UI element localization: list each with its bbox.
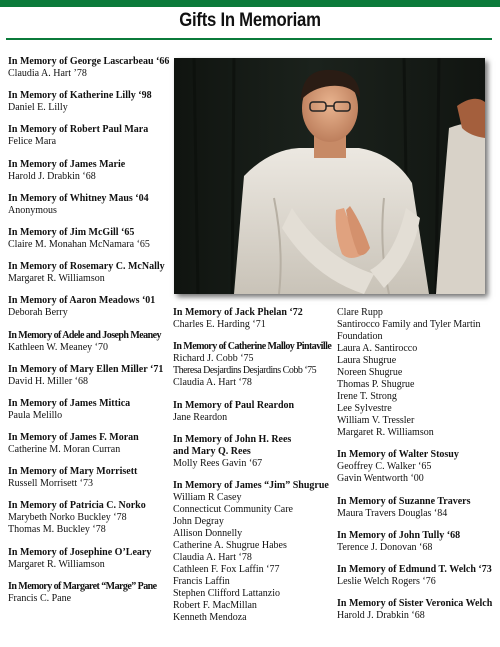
donor-name: Laura A. Santirocco bbox=[337, 343, 418, 354]
donor-name: Claudia A. Hart ‘78 bbox=[173, 552, 252, 564]
memorial-entry bbox=[8, 261, 168, 285]
donor-name: Theresa Desjardins Desjardins Cobb ‘75 bbox=[173, 365, 317, 377]
donor-name: Kathleen W. Meaney ‘70 bbox=[8, 341, 108, 353]
memorial-entry bbox=[173, 307, 331, 331]
page-title: Gifts In Memoriam bbox=[179, 10, 321, 31]
donor-name: Margaret R. Williamson bbox=[8, 558, 105, 570]
donor-name: Allison Donnelly bbox=[173, 528, 243, 540]
memorial-column-3 bbox=[337, 307, 495, 633]
donor-name: Thomas P. Shugrue bbox=[337, 379, 415, 390]
memorial-heading: In Memory of Mary Ellen Miller ‘71 bbox=[8, 363, 164, 375]
donor-name: Molly Rees Gavin ‘67 bbox=[173, 457, 263, 469]
donor-name: Cathleen F. Fox Laffin ‘77 bbox=[173, 564, 280, 576]
memorial-entry bbox=[8, 364, 168, 388]
donor-name: David H. Miller ‘68 bbox=[8, 375, 88, 387]
memorial-heading: In Memory of Margaret “Marge” Pane bbox=[8, 580, 157, 592]
memorial-entry bbox=[337, 449, 495, 485]
memorial-entry bbox=[337, 496, 495, 520]
memorial-entry bbox=[8, 547, 168, 571]
memorial-column-2 bbox=[173, 307, 331, 634]
memorial-entry bbox=[337, 598, 495, 622]
donor-name: Daniel E. Lilly bbox=[8, 102, 68, 114]
donor-name: Irene T. Strong bbox=[337, 391, 397, 402]
memorial-entry bbox=[8, 193, 168, 217]
memorial-heading: In Memory of Suzanne Travers bbox=[337, 495, 471, 507]
memorial-entry bbox=[8, 432, 168, 456]
donor-name: Catherine A. Shugrue Habes bbox=[173, 540, 287, 552]
top-accent-bar bbox=[0, 0, 500, 7]
donor-name: Margaret R. Williamson bbox=[8, 273, 105, 285]
donor-name: Geoffrey C. Walker ‘65 bbox=[337, 461, 432, 473]
donor-name: Charles E. Harding ‘71 bbox=[173, 319, 266, 330]
memorial-heading: In Memory of Katherine Lilly ‘98 bbox=[8, 90, 152, 102]
donor-name: Maura Travers Douglas ‘84 bbox=[337, 507, 448, 519]
memorial-heading: In Memory of Sister Veronica Welch bbox=[337, 598, 493, 610]
donor-name: Deborah Berry bbox=[8, 307, 68, 319]
donor-name: Paula Melillo bbox=[8, 409, 63, 421]
memorial-heading: In Memory of James Marie bbox=[8, 158, 126, 170]
memorial-heading: In Memory of Mary Morrisett bbox=[8, 466, 138, 478]
memorial-entry bbox=[8, 581, 168, 605]
memorial-heading: In Memory of Patricia C. Norko bbox=[8, 500, 146, 512]
donor-name: Robert F. MacMillan bbox=[173, 600, 257, 612]
memorial-entry bbox=[8, 466, 168, 490]
memorial-heading: In Memory of Walter Stosuy bbox=[337, 449, 459, 461]
donor-name: Felice Mara bbox=[8, 136, 57, 148]
donor-name: Connecticut Community Care bbox=[173, 504, 293, 516]
donor-name: Richard J. Cobb ‘75 bbox=[173, 353, 254, 365]
donor-name: Lee Sylvestre bbox=[337, 403, 392, 414]
donor-name: Margaret R. Williamson bbox=[337, 427, 434, 438]
donor-name: John Degray bbox=[173, 516, 224, 528]
memorial-entry bbox=[173, 341, 331, 389]
memorial-entry bbox=[337, 530, 495, 554]
memorial-entry bbox=[8, 90, 168, 114]
donor-name: Catherine M. Moran Curran bbox=[8, 444, 121, 456]
memorial-heading: In Memory of Aaron Meadows ‘01 bbox=[8, 295, 156, 307]
memorial-heading: and Mary Q. Rees bbox=[173, 445, 251, 457]
donor-name: Thomas M. Buckley ‘78 bbox=[8, 524, 106, 536]
donor-name: Claire M. Monahan McNamara ‘65 bbox=[8, 238, 150, 250]
memorial-entry bbox=[8, 330, 168, 354]
memorial-heading: In Memory of Rosemary C. McNally bbox=[8, 261, 165, 273]
memorial-heading: In Memory of Jim McGill ‘65 bbox=[8, 226, 135, 238]
donor-name: Terence J. Donovan ‘68 bbox=[337, 541, 433, 553]
memorial-heading: In Memory of James “Jim” Shugrue bbox=[173, 480, 329, 492]
donor-name: Laura Shugrue bbox=[337, 355, 397, 366]
memorial-heading: In Memory of Josephine O’Leary bbox=[8, 546, 152, 558]
memorial-heading: In Memory of Catherine Malloy Pintaville bbox=[173, 341, 332, 353]
memorial-entry bbox=[173, 480, 331, 624]
memorial-entry bbox=[8, 56, 168, 80]
memorial-heading: In Memory of James F. Moran bbox=[8, 432, 139, 444]
memorial-entry bbox=[8, 398, 168, 422]
memorial-heading: In Memory of Paul Reardon bbox=[173, 399, 295, 411]
memorial-heading: In Memory of George Lascarbeau ‘66 bbox=[8, 56, 170, 67]
donor-name: Noreen Shugrue bbox=[337, 367, 403, 378]
memorial-entry bbox=[8, 124, 168, 148]
donor-name: Claudia A. Hart ’78 bbox=[8, 68, 87, 79]
donor-name: Jane Reardon bbox=[173, 411, 228, 423]
memorial-entry bbox=[8, 159, 168, 183]
donor-name: Harold J. Drabkin ‘68 bbox=[8, 170, 96, 182]
photo-illustration bbox=[174, 58, 485, 294]
donor-name: Francis C. Pane bbox=[8, 592, 72, 604]
donor-name: Gavin Wentworth ‘00 bbox=[337, 473, 424, 485]
memorial-entry bbox=[337, 307, 495, 439]
donor-name: Kenneth Mendoza bbox=[173, 612, 247, 624]
memorial-entry bbox=[173, 434, 331, 470]
donor-name: Russell Morrisett ‘73 bbox=[8, 478, 93, 490]
donor-name: William V. Tressler bbox=[337, 415, 415, 426]
memorial-entry bbox=[337, 564, 495, 588]
donor-name: Marybeth Norko Buckley ‘78 bbox=[8, 512, 127, 524]
title-divider bbox=[6, 38, 492, 40]
memorial-heading: In Memory of Adele and Joseph Meaney bbox=[8, 329, 161, 341]
donor-name: Leslie Welch Rogers ‘76 bbox=[337, 576, 436, 588]
memorial-heading: In Memory of Robert Paul Mara bbox=[8, 124, 149, 136]
donor-name: Harold J. Drabkin ‘68 bbox=[337, 610, 425, 622]
memorial-entry bbox=[8, 500, 168, 536]
donor-name: Santirocco Family and Tyler Martin Foundation bbox=[337, 319, 481, 342]
donor-name: Claudia A. Hart ‘78 bbox=[173, 377, 252, 389]
memorial-entry bbox=[8, 295, 168, 319]
memorial-column-1 bbox=[8, 56, 168, 615]
donor-name: Francis Laffin bbox=[173, 576, 230, 588]
altar-server-photo bbox=[174, 58, 485, 294]
memorial-entry bbox=[173, 400, 331, 424]
donor-name: William R Casey bbox=[173, 492, 242, 504]
memorial-heading: In Memory of John H. Rees bbox=[173, 433, 292, 445]
memorial-entry bbox=[8, 227, 168, 251]
memorial-heading: In Memory of Edmund T. Welch ‘73 bbox=[337, 564, 492, 576]
donor-name: Stephen Clifford Lattanzio bbox=[173, 588, 281, 600]
donor-name: Anonymous bbox=[8, 204, 57, 216]
donor-name: Clare Rupp bbox=[337, 307, 383, 318]
memorial-heading: In Memory of Jack Phelan ‘72 bbox=[173, 307, 303, 318]
memorial-heading: In Memory of James Mittica bbox=[8, 397, 131, 409]
memorial-heading: In Memory of Whitney Maus ‘04 bbox=[8, 192, 149, 204]
memorial-heading: In Memory of John Tully ‘68 bbox=[337, 529, 461, 541]
